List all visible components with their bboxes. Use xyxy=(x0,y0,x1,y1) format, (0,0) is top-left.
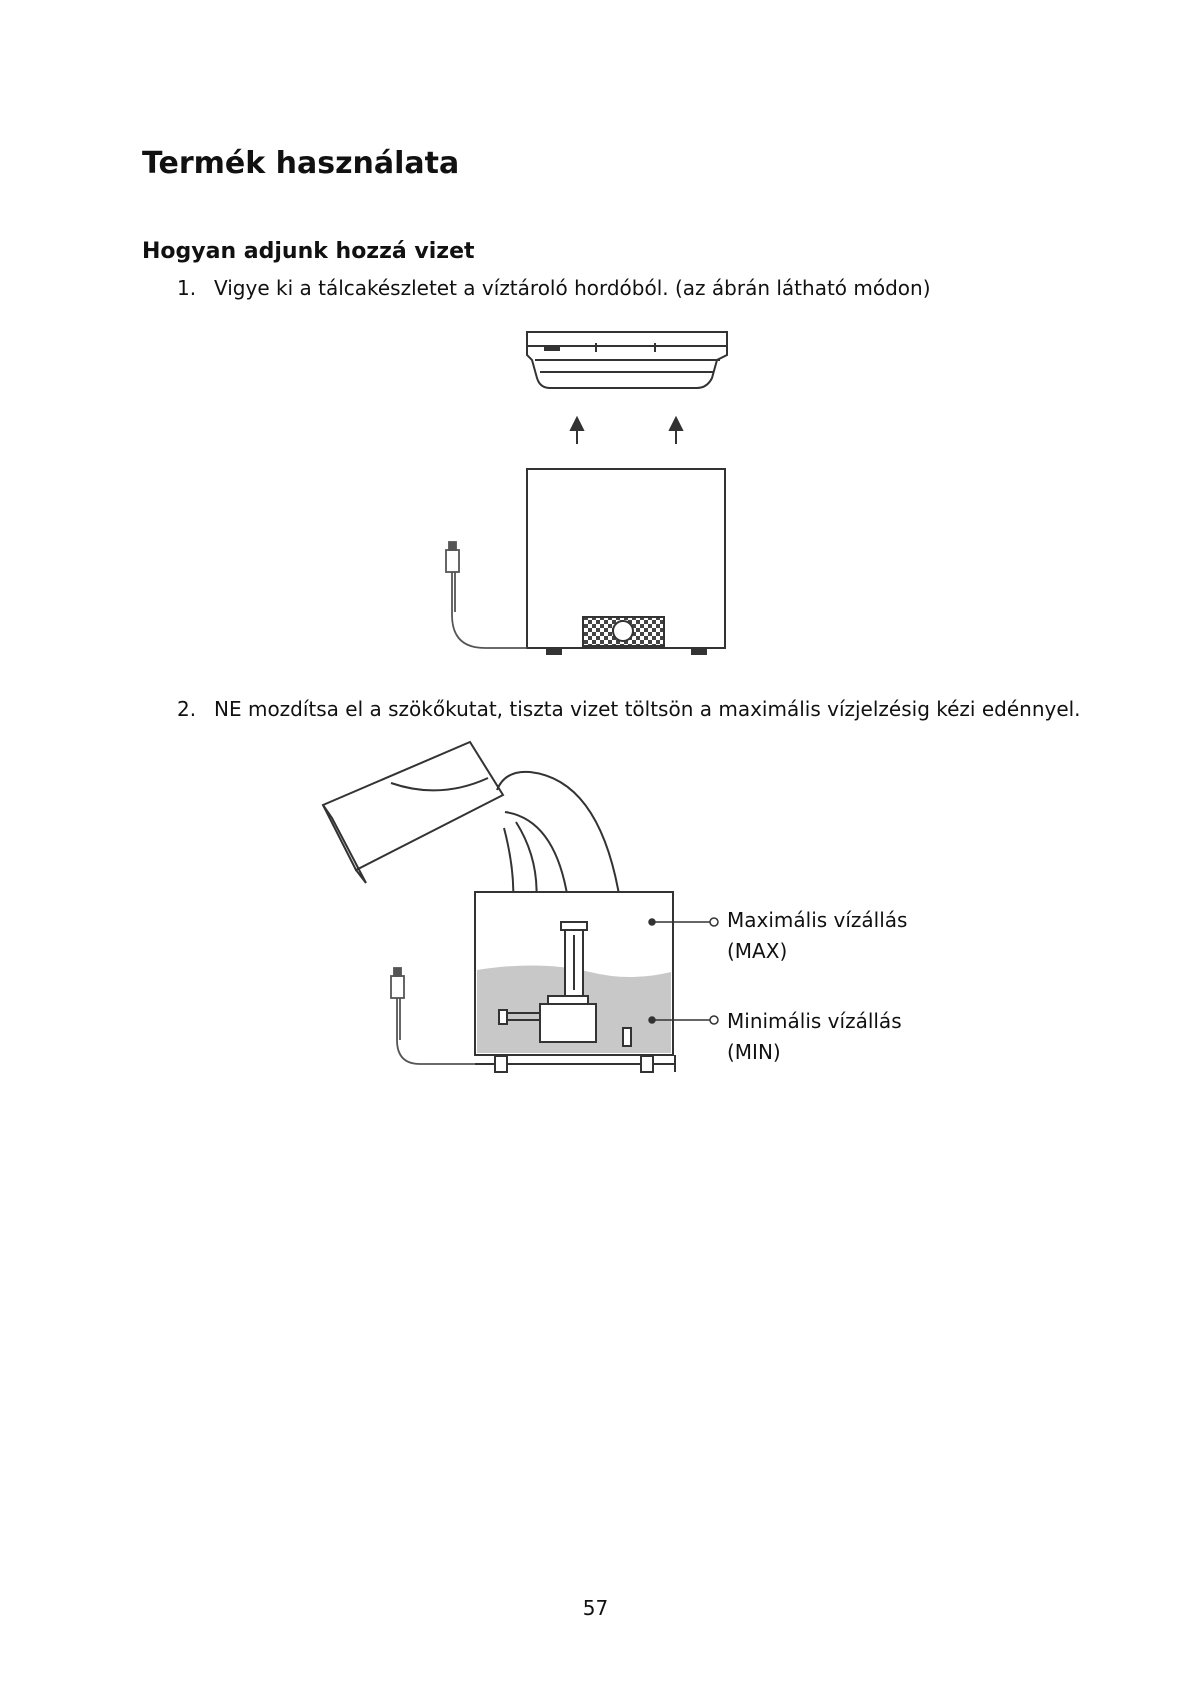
max-level-code: (MAX) xyxy=(727,939,788,963)
page-number: 57 xyxy=(582,1596,609,1620)
step-number: 2. xyxy=(177,697,197,721)
page-title: Termék használata xyxy=(142,146,460,181)
min-level-code: (MIN) xyxy=(727,1040,781,1064)
max-level-label xyxy=(727,905,907,967)
section-heading: Hogyan adjunk hozzá vizet xyxy=(142,239,475,264)
step-number: 1. xyxy=(177,276,197,300)
usb-cable-icon xyxy=(391,968,475,1064)
step-text: Vigye ki a tálcakészletet a víztároló hordóból. (az ábrán látható módon) xyxy=(214,276,931,300)
step-text: NE mozdítsa el a szökőkutat, tiszta vizet töltsön a maximális vízjelzésig kézi edénnyel. xyxy=(214,697,1081,721)
pitcher-illustration xyxy=(323,742,503,883)
min-level-label xyxy=(727,1006,902,1068)
min-level-text: Minimális vízállás xyxy=(727,1009,902,1033)
max-level-text: Maximális vízállás xyxy=(727,908,908,932)
